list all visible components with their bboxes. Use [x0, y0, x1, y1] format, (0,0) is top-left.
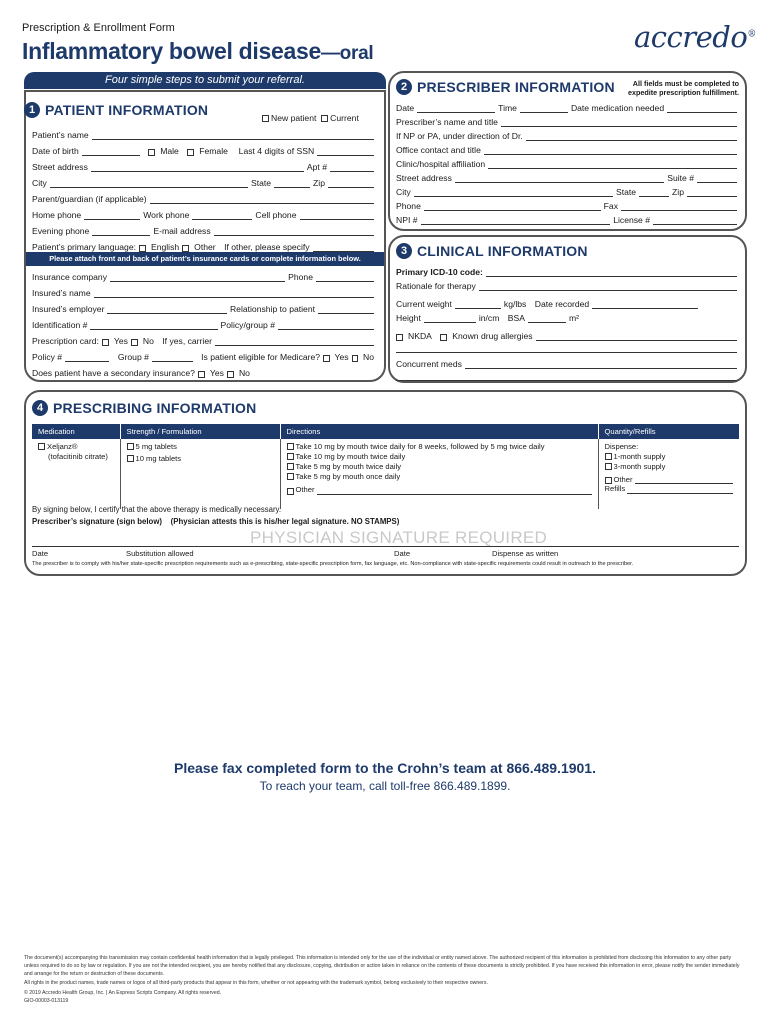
evening-phone-label: Evening phone	[32, 226, 90, 236]
carrier-label: If yes, carrier	[162, 336, 212, 346]
medicare-no-checkbox[interactable]	[352, 355, 358, 362]
medicare-no: No	[363, 352, 374, 362]
work-phone-label: Work phone	[143, 210, 190, 220]
rx-card-yes-checkbox[interactable]	[102, 339, 109, 346]
employer-field[interactable]	[107, 306, 227, 314]
date-needed-label: Date medication needed	[570, 103, 665, 113]
direction-other-checkbox[interactable]	[287, 488, 294, 495]
medication-name: Xeljanz®	[47, 442, 78, 451]
other-language-label: Other	[194, 242, 216, 252]
steps-banner	[24, 72, 386, 89]
patient-street-label: Street address	[32, 162, 88, 172]
home-phone-label: Home phone	[32, 210, 82, 220]
presc-phone-field[interactable]	[424, 203, 601, 211]
office-contact-label: Office contact and title	[396, 145, 481, 155]
xeljanz-checkbox[interactable]	[38, 443, 45, 450]
nkda-label: NKDA	[408, 331, 432, 341]
rationale-field[interactable]	[479, 283, 737, 291]
direction-4: Take 5 mg by mouth once daily	[295, 471, 401, 481]
three-month-label: 3-month supply	[613, 461, 666, 471]
prescribing-title: PRESCRIBING INFORMATION	[53, 400, 257, 416]
language-label: Patient’s primary language:	[32, 242, 136, 252]
clinical-information-panel	[388, 235, 747, 383]
rx-table-header-row	[32, 424, 739, 439]
rx-table	[32, 424, 739, 509]
signature-label: Prescriber’s signature (sign below)	[32, 517, 162, 526]
presc-state-label: State	[615, 187, 637, 197]
footer-confidential: The document(s) accompanying this transmission may contain confidential health information that is legally privileged. This information is intended only for the use of the individual or entity named above. The authorized recipient of this information is prohibited from disclosing this information to any other party unless required to do so by law or regulation. If you are not the intended recipient, you are hereby notified that any disclosure, copying, distribution or action taken in reliance on the contents of these documents is strictly prohibited. If you have received this information in error, please notify the sender immediately and arrange for the return or destruction of these documents.	[24, 955, 740, 977]
office-contact-field[interactable]	[484, 147, 737, 155]
identification-label: Identification #	[32, 320, 88, 330]
date-needed-field[interactable]	[667, 105, 737, 113]
directions-cell	[280, 439, 598, 509]
qty-other-field[interactable]	[635, 476, 734, 484]
prescribing-header	[32, 398, 256, 418]
step-1-badge: 1	[24, 102, 40, 118]
signature-line-label	[32, 518, 399, 526]
direction-other-field[interactable]	[317, 487, 592, 495]
secondary-yes-checkbox[interactable]	[198, 371, 205, 378]
carrier-field[interactable]	[215, 338, 374, 346]
refills-label: Refills	[604, 484, 626, 494]
rx-table-row	[32, 439, 739, 509]
rx-card-label: Prescription card:	[32, 336, 99, 346]
presc-date-label: Date	[396, 103, 415, 113]
dob-label: Date of birth	[32, 146, 79, 156]
qty-other-checkbox[interactable]	[605, 477, 612, 484]
secondary-label: Does patient have a secondary insurance?	[32, 368, 195, 378]
employer-label: Insured’s employer	[32, 304, 105, 314]
direction-1-checkbox[interactable]	[287, 443, 294, 450]
ins-phone-label: Phone	[288, 272, 313, 282]
relationship-label: Relationship to patient	[229, 304, 315, 314]
height-unit: in/cm	[478, 313, 500, 323]
one-month-label: 1-month supply	[613, 451, 666, 461]
npi-field[interactable]	[421, 217, 611, 225]
policy-field[interactable]	[65, 354, 109, 362]
refills-field[interactable]	[627, 486, 733, 494]
sig-date-1: Date	[32, 549, 49, 558]
allergies-field[interactable]	[536, 333, 737, 341]
height-label: Height	[396, 313, 421, 323]
clinical-title: CLINICAL INFORMATION	[417, 243, 588, 259]
cell-phone-label: Cell phone	[255, 210, 297, 220]
prescriber-information-panel	[388, 71, 747, 231]
patient-city-label: City	[32, 178, 47, 188]
presc-fax-label: Fax	[603, 201, 618, 211]
bsa-field[interactable]	[528, 315, 566, 323]
presc-time-label: Time	[498, 103, 517, 113]
meds-field[interactable]	[465, 361, 737, 369]
col-directions: Directions	[280, 424, 598, 439]
direction-other-label: Other	[295, 485, 315, 495]
strength-5mg: 5 mg tablets	[135, 442, 177, 451]
direction-2-checkbox[interactable]	[287, 453, 294, 460]
logo-text: accredo	[634, 20, 748, 54]
group-field[interactable]	[152, 354, 193, 362]
direction-1: Take 10 mg by mouth twice daily for 8 weeks, followed by 5 mg twice daily	[295, 442, 545, 451]
presc-name-label: Prescriber’s name and title	[396, 117, 498, 127]
daw-label: Dispense as written	[492, 549, 559, 558]
weight-field[interactable]	[455, 301, 501, 309]
accredo-logo	[634, 20, 756, 54]
license-field[interactable]	[653, 217, 737, 225]
direction-2: Take 10 mg by mouth twice daily	[295, 451, 406, 461]
policy-group-field[interactable]	[278, 322, 374, 330]
npi-label: NPI #	[396, 215, 418, 225]
insurance-note: Please attach front and back of patient’s insurance cards or complete information below.	[26, 252, 384, 266]
date-recorded-label: Date recorded	[534, 299, 590, 309]
prescribing-information-panel	[24, 390, 747, 576]
form-type: Prescription & Enrollment Form	[22, 22, 175, 34]
presc-street-field[interactable]	[455, 175, 664, 183]
relationship-field[interactable]	[318, 306, 374, 314]
direction-4-checkbox[interactable]	[287, 473, 294, 480]
allergies-label: Known drug allergies	[452, 331, 533, 341]
license-label: License #	[613, 215, 650, 225]
signature-note: (Physician attests this is his/her legal signature.	[170, 517, 349, 526]
patient-information-panel	[24, 90, 386, 382]
presc-fax-field[interactable]	[621, 203, 737, 211]
policy-group-label: Policy/group #	[220, 320, 275, 330]
col-strength: Strength / Formulation	[120, 424, 280, 439]
rx-table-wrap	[32, 424, 739, 509]
page-title	[22, 38, 373, 65]
footer-copyright: © 2019 Accredo Health Group, Inc. | An Express Scripts Company. All rights reserved.	[24, 990, 222, 996]
new-patient-label: New patient	[271, 113, 317, 123]
step-3-badge: 3	[396, 243, 412, 259]
np-pa-field[interactable]	[526, 133, 737, 141]
male-label: Male	[160, 146, 179, 156]
clinic-field[interactable]	[488, 161, 737, 169]
col-medication: Medication	[32, 424, 120, 439]
english-label: English	[150, 242, 180, 252]
rx-card-no-checkbox[interactable]	[131, 339, 138, 346]
medication-cell	[32, 439, 120, 509]
medicare-label: Is patient eligible for Medicare?	[201, 352, 321, 362]
ins-company-field[interactable]	[110, 274, 285, 282]
direction-3-checkbox[interactable]	[287, 463, 294, 470]
presc-zip-label: Zip	[672, 187, 684, 197]
steps-banner-text: Four simple steps to submit your referral.	[105, 74, 305, 86]
bsa-label: BSA	[507, 313, 525, 323]
presc-zip-field[interactable]	[687, 189, 737, 197]
patient-zip-label: Zip	[313, 178, 325, 188]
substitution-label: Substitution allowed	[126, 549, 194, 558]
footer-trademarks: All rights in the product names, trade names or logos of all third-party products that appear in this form, whether or not appearing with the trademark symbol, belong exclusively to their respective owners.	[24, 980, 488, 986]
title-suffix: —oral	[320, 43, 374, 64]
rx-card-yes: Yes	[113, 336, 128, 346]
rx-card-no: No	[142, 336, 154, 346]
step-4-badge: 4	[32, 400, 48, 416]
medicare-yes: Yes	[334, 352, 349, 362]
footer-code: GIO-00003-013119	[24, 998, 69, 1004]
insured-name-label: Insured’s name	[32, 288, 91, 298]
guardian-label: Parent/guardian (if applicable)	[32, 194, 147, 204]
meds-label: Concurrent meds	[396, 359, 462, 369]
apt-label: Apt #	[306, 162, 327, 172]
email-label: E-mail address	[153, 226, 211, 236]
meds-field-2[interactable]	[396, 373, 737, 381]
ins-company-label: Insurance company	[32, 272, 107, 282]
presc-city-field[interactable]	[414, 189, 613, 197]
three-month-checkbox[interactable]	[605, 463, 612, 470]
patient-title: PATIENT INFORMATION	[45, 102, 209, 118]
secondary-no-checkbox[interactable]	[227, 371, 234, 378]
weight-label: Current weight	[396, 299, 452, 309]
strength-5mg-checkbox[interactable]	[127, 443, 134, 450]
prescriber-note: All fields must be completed to expedite prescription fulfillment.	[627, 79, 739, 98]
fax-headline: Please fax completed form to the Crohn’s team at 866.489.1901.	[174, 760, 596, 776]
nkda-checkbox[interactable]	[396, 334, 403, 341]
sig-date-2: Date	[394, 549, 411, 558]
np-pa-label: If NP or PA, under direction of Dr.	[396, 131, 523, 141]
logo-mark: ®	[747, 29, 756, 40]
step-2-badge: 2	[396, 79, 412, 95]
title-main: Inflammatory bowel disease	[22, 38, 321, 64]
medicare-yes-checkbox[interactable]	[323, 355, 329, 362]
patient-state-label: State	[250, 178, 272, 188]
qty-other-label: Other	[613, 474, 633, 484]
clinic-label: Clinic/hospital affiliation	[396, 159, 486, 169]
certify-text: By signing below, I certify that the above therapy is medically necessary.	[32, 505, 282, 514]
suite-field[interactable]	[697, 175, 737, 183]
quantity-cell	[598, 439, 739, 509]
insured-name-field[interactable]	[94, 290, 374, 298]
presc-street-label: Street address	[396, 173, 452, 183]
no-stamps: NO STAMPS)	[350, 517, 400, 526]
policy-label: Policy #	[32, 352, 63, 362]
dispense-label: Dispense:	[604, 442, 639, 451]
icd-label: Primary ICD-10 code:	[396, 267, 483, 277]
secondary-no: No	[238, 368, 250, 378]
female-label: Female	[199, 146, 228, 156]
medication-generic: (tofacitinib citrate)	[48, 451, 108, 461]
rationale-label: Rationale for therapy	[396, 281, 476, 291]
bsa-unit: m²	[568, 313, 580, 323]
group-label: Group #	[117, 352, 149, 362]
presc-city-label: City	[396, 187, 411, 197]
presc-state-field[interactable]	[639, 189, 669, 197]
presc-date-field[interactable]	[417, 105, 495, 113]
suite-label: Suite #	[667, 173, 694, 183]
icd-field[interactable]	[486, 269, 737, 277]
prescriber-title: PRESCRIBER INFORMATION	[417, 79, 615, 95]
date-recorded-field[interactable]	[592, 301, 698, 309]
allergies-checkbox[interactable]	[440, 334, 447, 341]
fax-subline: To reach your team, call toll-free 866.489.1899.	[259, 779, 511, 793]
direction-3: Take 5 mg by mouth twice daily	[295, 461, 402, 471]
strength-10mg: 10 mg tablets	[135, 453, 182, 463]
if-other-label: If other, please specify	[224, 242, 310, 252]
signature-watermark: PHYSICIAN SIGNATURE REQUIRED	[250, 528, 548, 547]
presc-name-field[interactable]	[501, 119, 737, 127]
strength-10mg-checkbox[interactable]	[127, 455, 134, 462]
strength-cell	[120, 439, 280, 509]
col-quantity: Quantity/Refills	[598, 424, 739, 439]
identification-field[interactable]	[90, 322, 217, 330]
ins-phone-field[interactable]	[316, 274, 374, 282]
one-month-checkbox[interactable]	[605, 453, 612, 460]
presc-phone-label: Phone	[396, 201, 421, 211]
compliance-note: The prescriber is to comply with his/her state-specific prescription requirements such as e-prescribing, state-specific prescription form, fax language, etc. Non-compliance with state-specific requirements could result in outreach to the prescriber.	[32, 561, 634, 567]
weight-unit: kg/lbs	[503, 299, 527, 309]
patient-name-label: Patient’s name	[32, 130, 89, 140]
ssn-label: Last 4 digits of SSN	[238, 146, 315, 156]
signature-line[interactable]	[32, 546, 739, 547]
allergies-field-2[interactable]	[396, 345, 737, 353]
presc-time-field[interactable]	[520, 105, 568, 113]
height-field[interactable]	[424, 315, 476, 323]
current-patient-label: Current	[330, 113, 359, 123]
secondary-yes: Yes	[209, 368, 224, 378]
